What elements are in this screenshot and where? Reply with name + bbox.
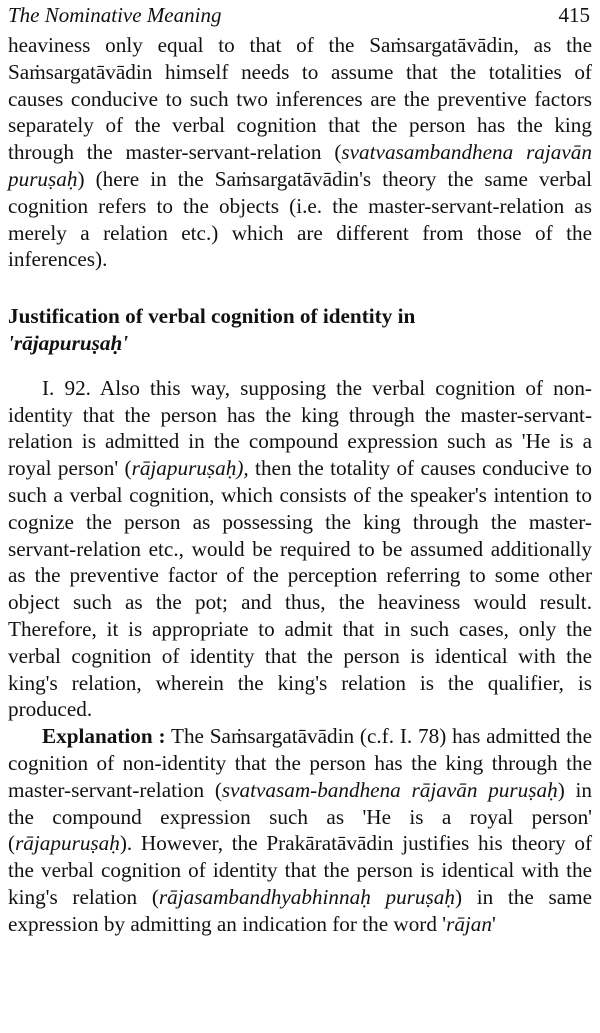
- running-title: The Nominative Meaning: [8, 3, 222, 27]
- section-heading-italic: 'rājapuruṣaḥ': [8, 330, 129, 355]
- text-run: ) (here in the Saṁsargatāvādin's theory the same verbal cognition refers to the objects (i.e. the master-servant-relation as merely a relation etc.) which are different from those of the inferences).: [8, 166, 592, 272]
- explanation-label: Explanation :: [42, 724, 166, 749]
- section-heading: [8, 303, 592, 357]
- text-run: then the totality of causes conducive to such a verbal cognition, which consists of the speaker's intention to cognize the person as possessing the king through the master-servant-relation etc., would be required to be assumed additionally as the preventive factor of the perception referring to some other object such as the pot; and thus, the heaviness would result. Therefore, it is appropriate to admit that in such cases, only the verbal cognition of identity that the person is identical with the king's relation, wherein the king's relation is the qualifier, is produced.: [8, 456, 592, 722]
- italic-run: svatvasambandhena rajavān puruṣaḥ: [8, 140, 592, 191]
- italic-run: rājasambandhyabhinnaḥ puruṣaḥ: [158, 884, 455, 909]
- text-run: heaviness only equal to that of the Saṁsargatāvādin, as the Saṁsargatāvādin himself needs to assume that the totalities of causes conducive to such two inferences are the preventive factors separately of the verbal cognition that the person has the king through the master-servant-relation (: [8, 33, 592, 165]
- text-run: I. 92. Also this way, supposing the verbal cognition of non-identity that the person has the king through the master-servant-relation is admitted in the compound expression such as 'He is a royal person' (: [8, 375, 592, 481]
- paragraph-continuation: [8, 32, 592, 273]
- paragraph-explanation: [8, 723, 592, 937]
- text-run: ). However, the Prakāratāvādin justifies his theory of the verbal cognition of identity that the person is identical with the king's relation (: [8, 831, 592, 909]
- text-run: ': [492, 911, 496, 936]
- italic-run: rājapuruṣaḥ: [15, 831, 120, 856]
- paragraph-i-92: [8, 375, 592, 723]
- section-heading-text: Justification of verbal cognition of identity in: [8, 304, 416, 329]
- running-head: [8, 0, 592, 30]
- text-run: ) in the compound expression such as 'He is a royal person' (: [8, 777, 592, 856]
- book-page: [8, 0, 592, 938]
- page-number: 415: [558, 3, 590, 27]
- text-run: ) in the same expression by admitting an indication for the word ': [8, 884, 593, 936]
- italic-run: rājan: [446, 911, 492, 936]
- italic-run: rājapuruṣaḥ),: [131, 456, 249, 481]
- text-run: The Saṁsargatāvādin (c.f. I. 78) has admitted the cognition of non-identity that the person has the king through the master-servant-relation (: [8, 724, 592, 802]
- italic-run: svatvasam-bandhena rājavān puruṣaḥ: [221, 777, 558, 802]
